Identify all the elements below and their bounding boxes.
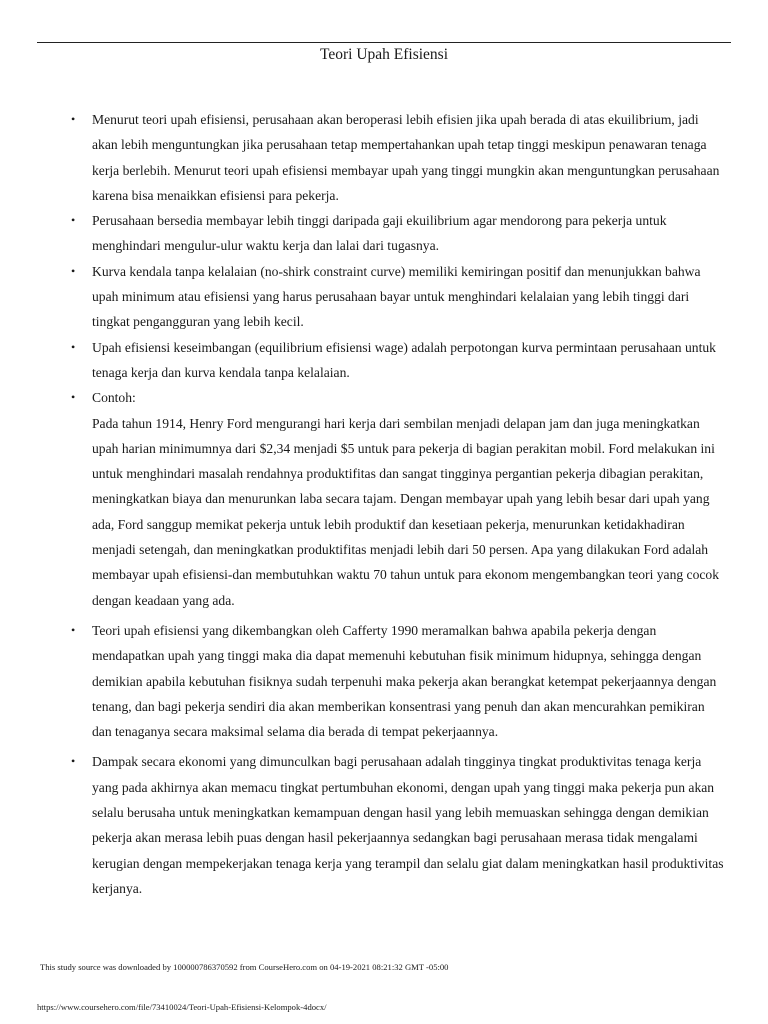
- list-item: [0, 385, 768, 613]
- bullet-icon: •: [71, 754, 76, 769]
- paragraph-text: Pada tahun 1914, Henry Ford mengurangi hari kerja dari sembilan menjadi delapan jam dan juga meningkatkan upah harian minimumnya dari $2,34 menjadi $5 untuk para pekerja di bagian perakitan mobil. Ford melakukan ini untuk menghindari masalah rendahnya produktifitas dan sangat tingginya pergantian pekerja dibagian perakitan, meningkatkan biaya dan menurunkan laba secara tajam. Dengan membayar upah yang lebih besar dari upah yang ada, Ford sanggup memikat pekerja untuk lebih produktif dan kesetiaan pekerja, menurunkan ketidakhadiran menjadi setengah, dan meningkatkan produktifitas menjadi lebih dari 50 persen. Apa yang dilakukan Ford adalah membayar upah efisiensi-dan membutuhkan waktu 70 tahun untuk para ekonom mengembangkan teori yang cocok dengan keadaan yang ada.: [92, 415, 720, 608]
- bullet-icon: •: [71, 112, 76, 126]
- download-notice: This study source was downloaded by 100000786370592 from CourseHero.com on 04-19-2021 08:21:32 GMT -05:00: [40, 962, 449, 972]
- top-divider: [37, 42, 731, 43]
- list-item: [0, 618, 768, 744]
- paragraph-text: Upah efisiensi keseimbangan (equilibrium efisiensi wage) adalah perpotongan kurva permintaan perusahaan untuk tenaga kerja dan kurva kendala tanpa kelalaian.: [92, 339, 716, 380]
- bullet-icon: •: [71, 339, 76, 354]
- paragraph-text: Perusahaan bersedia membayar lebih tinggi daripada gaji ekuilibrium agar mendorong para pekerja untuk menghindari mengulur-ulur waktu kerja dan lalai dari tugasnya.: [92, 213, 667, 254]
- paragraph-text: Teori upah efisiensi yang dikembangkan oleh Cafferty 1990 meramalkan bahwa apabila pekerja dengan mendapatkan upah yang tinggi maka dia dapat memenuhi kebutuhan fisik minimum hidupnya, sehingga dengan demikian apabila kebutuhan fisiknya sudah terpenuhi maka pekerja akan berangkat ketempat pekerjaannya dengan tenang, dan bagi pekerja sendiri dia akan memberikan konsentrasi yang penuh dan akan mencurahkan pemikiran dan tenaganya secara maksimal selama dia berada di tempat pekerjaannya.: [92, 622, 717, 740]
- paragraph-text: Menurut teori upah efisiensi, perusahaan akan beroperasi lebih efisien jika upah berada di atas ekuilibrium, jadi akan lebih menguntungkan jika perusahaan tetap mempertahankan upah tetap tinggi meskipun penawaran tenaga kerja berlebih. Menurut teori upah efisiensi membayar upah yang tinggi mungkin akan menguntungkan perusahaan karena bisa menaikkan efisiensi para pekerja.: [92, 112, 720, 203]
- bullet-icon: •: [71, 622, 76, 637]
- paragraph-text: Dampak secara ekonomi yang dimunculkan bagi perusahaan adalah tingginya tingkat produktivitas tenaga kerja yang pada akhirnya akan memacu tingkat pertumbuhan ekonomi, dengan upah yang tinggi maka pekerja pun akan selalu berusaha untuk meningkatkan kemampuan dengan hasil yang lebih memuaskan sehingga dengan demikian pekerja akan merasa lebih puas dengan hasil pekerjaannya sedangkan bagi perusahaan merasa tidak mengalami kerugian dengan mempekerjakan tenaga kerja yang terampil dan selalu giat dalam meningkatkan hasil produktivitas kerjanya.: [92, 754, 724, 896]
- example-heading: Contoh:: [92, 390, 136, 406]
- list-item: [0, 259, 768, 335]
- bullet-icon: •: [71, 390, 76, 405]
- source-url-link[interactable]: https://www.coursehero.com/file/73410024/Teori-Upah-Efisiensi-Kelompok-4docx/: [37, 1002, 327, 1012]
- paragraph-text: Kurva kendala tanpa kelalaian (no-shirk constraint curve) memiliki kemiringan positif dan menunjukkan bahwa upah minimum atau efisiensi yang harus perusahaan bayar untuk menghindari kelalaian yang lebih tinggi dari tingkat pengangguran yang lebih kecil.: [92, 263, 701, 330]
- bullet-icon: •: [71, 213, 76, 228]
- bullet-list: [0, 107, 768, 901]
- bullet-icon: •: [71, 263, 76, 278]
- list-item: [0, 107, 768, 208]
- list-item: [0, 335, 768, 386]
- document-title: Teori Upah Efisiensi: [319, 46, 449, 63]
- list-item: [0, 208, 768, 259]
- list-item: [0, 749, 768, 901]
